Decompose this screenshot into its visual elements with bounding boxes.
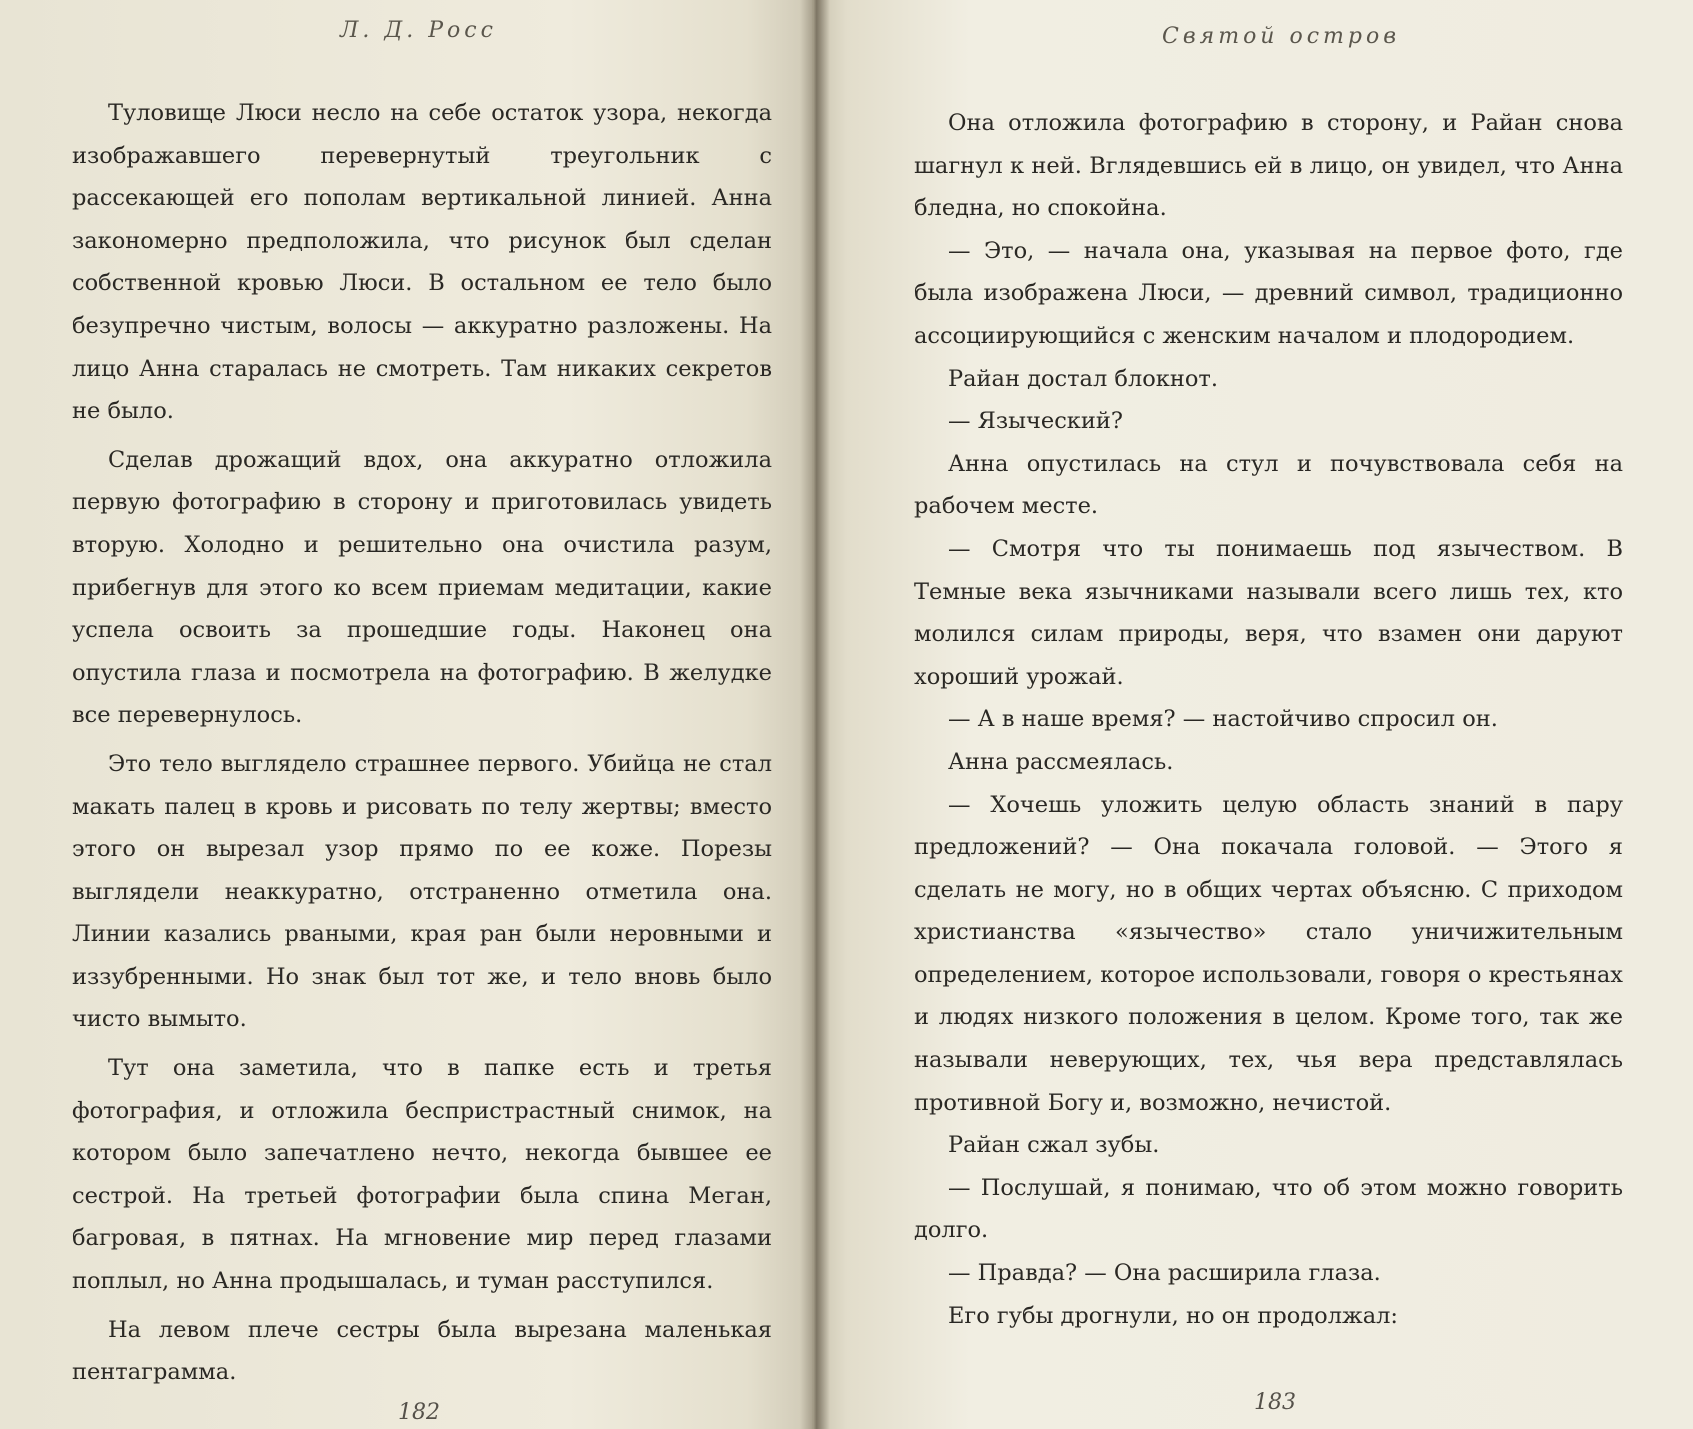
right-page-text (914, 102, 1623, 1337)
running-head-author: Л. Д. Росс (340, 18, 497, 43)
paragraph: — Смотря что ты понимаешь под язычеством. В Темные века язычниками называли всего лишь тех, кто молился силам природы, веря, что взамен они даруют хороший урожай. (914, 535, 1623, 690)
right-page (812, 0, 1693, 1429)
paragraph: Райан достал блокнот. (948, 365, 1219, 392)
paragraph: Анна опустилась на стул и почувствовала себя на рабочем месте. (914, 450, 1623, 520)
paragraph: Анна рассмеялась. (948, 748, 1174, 775)
paragraph: Его губы дрогнули, но он продолжал: (948, 1302, 1398, 1329)
paragraph: На левом плече сестры была вырезана маленькая пентаграмма. (72, 1316, 772, 1386)
paragraph: Райан сжал зубы. (948, 1132, 1160, 1159)
paragraph: — Это, — начала она, указывая на первое фото, где была изображена Люси, — древний символ, традиционно ассоциирующийся с женским началом и плодородием. (914, 237, 1623, 349)
page-number: 182 (398, 1400, 440, 1425)
paragraph: Это тело выглядело страшнее первого. Убийца не стал макать палец в кровь и рисовать по телу жертвы; вместо этого он вырезал узор прямо по ее коже. Порезы выглядели неаккуратно, отстраненно отметила она. Линии казались рваными, края ран были неровными и иззубренными. Но знак был тот же, и тело вновь было чисто вымыто. (72, 750, 772, 1033)
left-page (0, 0, 812, 1429)
paragraph: — Послушай, я понимаю, что об этом можно говорить долго. (914, 1174, 1623, 1244)
paragraph: — Языческий? (948, 408, 1123, 435)
paragraph: — Правда? — Она расширила глаза. (948, 1260, 1381, 1287)
running-head-title: Святой остров (1162, 24, 1401, 49)
paragraph: Туловище Люси несло на себе остаток узора, некогда изображавшего перевернутый треугольник с рассекающей его пополам вертикальной линией. Анна закономерно предположила, что рисунок был сделан собственной кровью Люси. В остальном ее тело было безупречно чистым, волосы — аккуратно разложены. На лицо Анна старалась не смотреть. Там никаких секретов не было. (72, 100, 772, 425)
paragraph: Она отложила фотографию в сторону, и Райан снова шагнул к ней. Вглядевшись ей в лицо, он увидел, что Анна бледна, но спокойна. (914, 110, 1623, 222)
paragraph: Сделав дрожащий вдох, она аккуратно отложила первую фотографию в сторону и приготовилась увидеть вторую. Холодно и решительно она очистила разум, прибегнув для этого ко всем приемам медитации, какие успела освоить за прошедшие годы. Наконец она опустила глаза и посмотрела на фотографию. В желудке все перевернулось. (72, 446, 772, 729)
page-number: 183 (1254, 1390, 1296, 1415)
paragraph: — Хочешь уложить целую область знаний в пару предложений? — Она покачала головой. — Этого я сделать не могу, но в общих чертах объясню. С приходом христианства «язычество» стало уничижительным определением, которое использовали, говоря о крестьянах и людях низкого положения в целом. Кроме того, так же называли неверующих, тех, чья вера представлялась противной Богу и, возможно, нечистой. (914, 791, 1623, 1116)
left-page-text (72, 92, 772, 1394)
paragraph: Тут она заметила, что в папке есть и третья фотография, и отложила беспристрастный снимок, на котором было запечатлено нечто, некогда бывшее ее сестрой. На третьей фотографии была спина Меган, багровая, в пятнах. На мгновение мир перед глазами поплыл, но Анна продышалась, и туман расступился. (72, 1055, 772, 1295)
paragraph: — А в наше время? — настойчиво спросил он. (948, 706, 1498, 733)
